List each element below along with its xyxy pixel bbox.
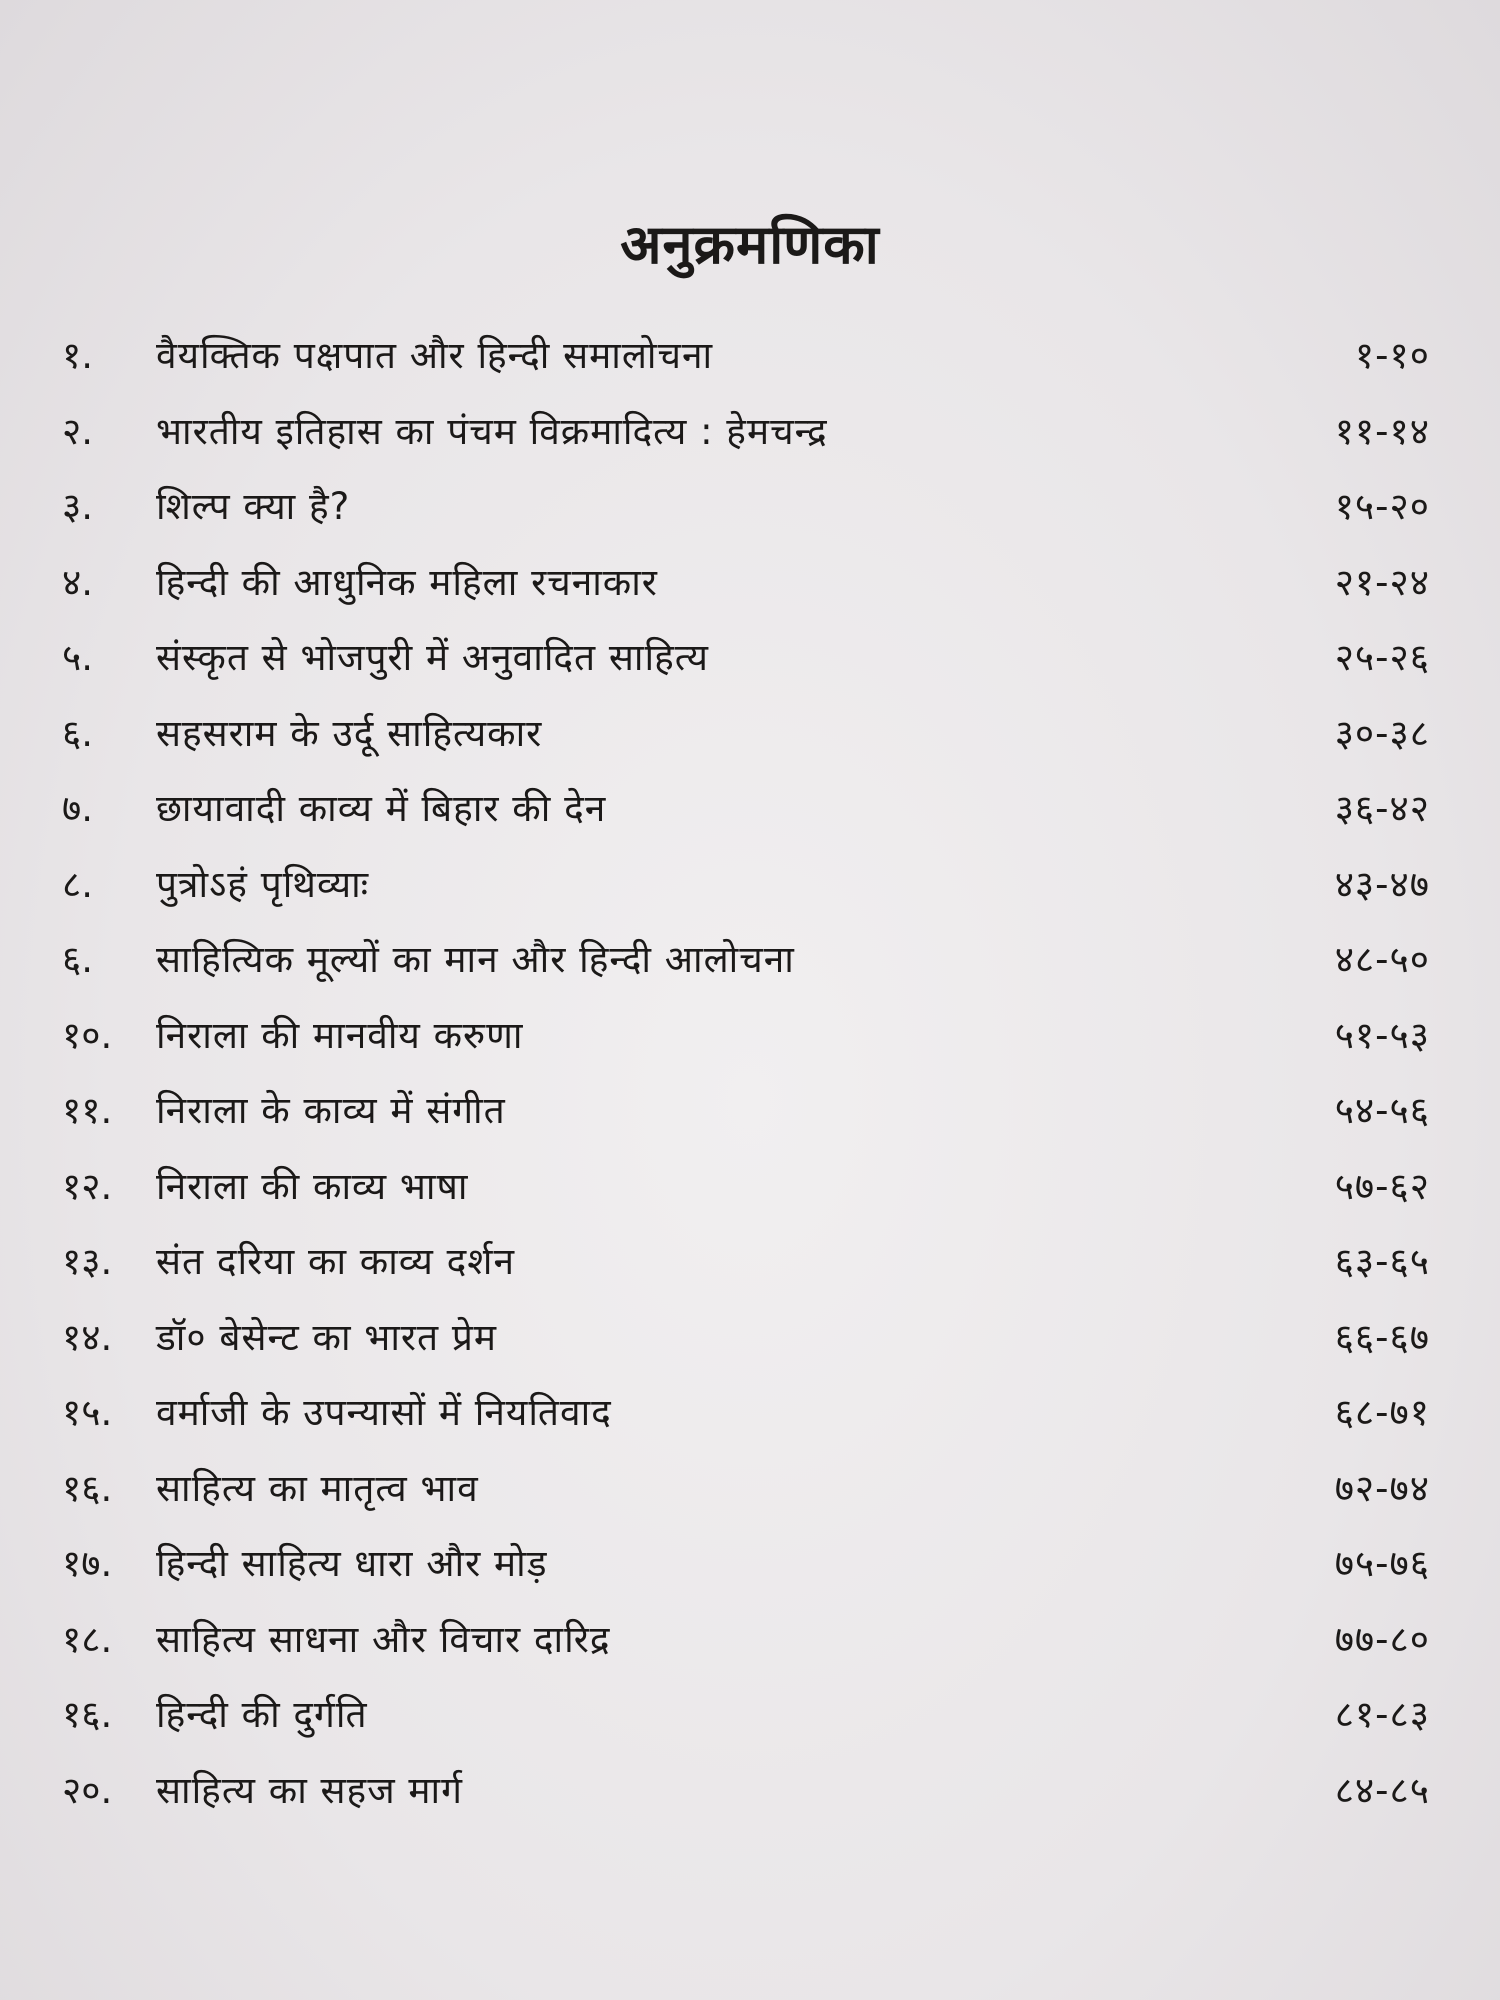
- entry-title: डॉ० बेसेन्ट का भारत प्रेम: [156, 1315, 498, 1359]
- entry-pages: २१-२४: [1334, 560, 1430, 604]
- entry-title: शिल्प क्या है?: [156, 485, 351, 529]
- entry-number: ५.: [62, 636, 94, 680]
- entry-number: १४.: [62, 1315, 113, 1359]
- toc-entry: [62, 1373, 1430, 1449]
- entry-number: १३.: [62, 1240, 113, 1284]
- entry-title: वर्माजी के उपन्यासों में नियतिवाद: [156, 1391, 612, 1435]
- entry-title: निराला के काव्य में संगीत: [156, 1089, 506, 1133]
- entry-number: ६.: [62, 938, 94, 982]
- entry-number: १.: [62, 334, 94, 378]
- entry-pages: ८४-८५: [1334, 1768, 1430, 1812]
- toc-entry: [62, 1147, 1430, 1223]
- entry-number: ६.: [62, 711, 94, 755]
- entry-title: साहित्य साधना और विचार दारिद्र: [156, 1617, 611, 1661]
- entry-number: ३.: [62, 485, 94, 529]
- entry-title: निराला की मानवीय करुणा: [156, 1013, 524, 1057]
- entry-number: ८.: [62, 862, 94, 906]
- toc-entry: [62, 392, 1430, 468]
- toc-entry: [62, 1071, 1430, 1147]
- entry-number: २.: [62, 409, 94, 453]
- entry-pages: ३६-४२: [1334, 787, 1430, 831]
- entry-pages: २५-२६: [1334, 636, 1430, 680]
- entry-title: सहसराम के उर्दू साहित्यकार: [156, 711, 543, 755]
- entry-number: १०.: [62, 1013, 113, 1057]
- toc-entry: [62, 845, 1430, 921]
- entry-title: संत दरिया का काव्य दर्शन: [156, 1240, 516, 1284]
- entry-pages: १-१०: [1354, 334, 1430, 378]
- entry-number: १८.: [62, 1617, 113, 1661]
- toc-entry: [62, 467, 1430, 543]
- entry-number: ७.: [62, 787, 94, 831]
- entry-title: पुत्रोऽहं पृथिव्याः: [156, 862, 370, 906]
- entry-number: १६.: [62, 1693, 113, 1737]
- toc-entry: [62, 920, 1430, 996]
- entry-number: ११.: [62, 1089, 113, 1133]
- toc-entry: [62, 1751, 1430, 1827]
- toc-entry: [62, 1600, 1430, 1676]
- entry-pages: ६८-७१: [1334, 1391, 1430, 1435]
- entry-title: साहित्य का मातृत्व भाव: [156, 1466, 479, 1510]
- toc-entry: [62, 1298, 1430, 1374]
- entry-pages: ८१-८३: [1334, 1693, 1430, 1737]
- toc-entry: [62, 1524, 1430, 1600]
- entry-pages: ७७-८०: [1334, 1617, 1430, 1661]
- toc-entry: [62, 694, 1430, 770]
- toc-entry: [62, 1449, 1430, 1525]
- entry-title: संस्कृत से भोजपुरी में अनुवादित साहित्य: [156, 636, 709, 680]
- entry-pages: ६३-६५: [1334, 1240, 1430, 1284]
- entry-pages: ४३-४७: [1334, 862, 1430, 906]
- entry-pages: ७२-७४: [1334, 1466, 1430, 1510]
- entry-number: १२.: [62, 1164, 113, 1208]
- entry-pages: १५-२०: [1334, 485, 1430, 529]
- toc-entry: [62, 769, 1430, 845]
- entry-title: निराला की काव्य भाषा: [156, 1164, 469, 1208]
- entry-title: भारतीय इतिहास का पंचम विक्रमादित्य : हेमचन्द्र: [156, 409, 828, 453]
- toc-entry: [62, 618, 1430, 694]
- entry-title: छायावादी काव्य में बिहार की देन: [156, 787, 607, 831]
- toc-entry: [62, 543, 1430, 619]
- entry-title: हिन्दी की आधुनिक महिला रचनाकार: [156, 560, 658, 604]
- entry-number: १५.: [62, 1391, 113, 1435]
- entry-pages: ५४-५६: [1334, 1089, 1430, 1133]
- entry-pages: ५१-५३: [1334, 1013, 1430, 1057]
- entry-title: वैयक्तिक पक्षपात और हिन्दी समालोचना: [156, 334, 714, 378]
- entry-title: हिन्दी की दुर्गति: [156, 1693, 368, 1737]
- entry-pages: ५७-६२: [1334, 1164, 1430, 1208]
- toc-entry: [62, 1675, 1430, 1751]
- toc-entry: [62, 316, 1430, 392]
- toc-entry: [62, 1222, 1430, 1298]
- entry-number: ४.: [62, 560, 94, 604]
- entry-pages: ७५-७६: [1334, 1542, 1430, 1586]
- entry-pages: ३०-३८: [1334, 711, 1430, 755]
- table-of-contents: [62, 316, 1430, 1826]
- toc-entry: [62, 996, 1430, 1072]
- entry-title: साहित्य का सहज मार्ग: [156, 1768, 463, 1812]
- entry-title: हिन्दी साहित्य धारा और मोड़: [156, 1542, 548, 1586]
- entry-title: साहित्यिक मूल्यों का मान और हिन्दी आलोचना: [156, 938, 795, 982]
- entry-pages: ११-१४: [1334, 409, 1430, 453]
- entry-number: १६.: [62, 1466, 113, 1510]
- page-title: अनुक्रमणिका: [620, 213, 880, 276]
- entry-number: १७.: [62, 1542, 113, 1586]
- entry-pages: ४८-५०: [1334, 938, 1430, 982]
- entry-pages: ६६-६७: [1334, 1315, 1430, 1359]
- entry-number: २०.: [62, 1768, 113, 1812]
